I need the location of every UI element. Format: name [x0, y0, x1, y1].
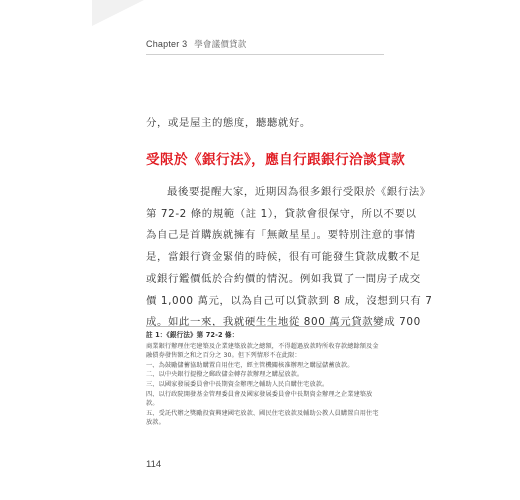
body-paragraph-2	[146, 182, 433, 334]
chapter-label: Chapter 3	[146, 39, 188, 49]
footnote-item: 五、受託代辦之獎勵投資興建國宅放款、國民住宅放款及輔助公教人員購置自用住宅放款。	[146, 409, 379, 427]
chapter-title: 學會議價貸款	[194, 40, 247, 50]
paragraph-line: 成。如此一來，我就硬生生地從 800 萬元貸款變成 700	[146, 316, 421, 329]
paragraph-line: 最後要提醒大家，近期因為很多銀行受限於《銀行法》	[167, 186, 431, 198]
page-corner-decoration	[92, 0, 144, 26]
paragraph-line: 第 72-2 條的規範（註 1），貸款會很保守，所以不要以	[146, 207, 417, 220]
footnote-title: 註 1：《銀行法》第 72-2 條：	[146, 331, 239, 339]
footnote-item: 四、以行政院開發基金管理委員會及國家發展委員會中長期資金辦理之企業建築放款。	[146, 390, 373, 408]
section-heading: 受限於《銀行法》，應自行跟銀行洽談貸款	[146, 152, 406, 168]
page-number: 114	[146, 459, 162, 470]
footnote-intro: 商業銀行辦理住宅建築及企業建築放款之總額，不得超過放款時所收存款總餘額及金融債券發售額之和之百分之 30。但下列情形不在此限：	[146, 342, 379, 360]
footnote-divider	[146, 326, 382, 327]
footnote-item: 三、以國家發展委員會中長期資金辦理之輔助人民自購住宅放款。	[146, 380, 329, 388]
paragraph-line: 為自己是首購族就擁有「無敵星星」。要特別注意的事情	[146, 229, 416, 242]
paragraph-line: 是，當銀行資金緊俏的時候，很有可能發生貸款成數不足	[146, 251, 421, 264]
running-header	[146, 38, 384, 55]
footnote	[146, 331, 382, 428]
footnote-item: 一、為鼓勵儲蓄協助購置自用住宅，經主管機關核准辦理之購屋儲蓄放款。	[146, 361, 354, 369]
footnote-item: 二、以中央銀行提撥之郵政儲金轉存款辦理之購屋放款。	[146, 371, 304, 379]
body-paragraph-1: 分，或是屋主的態度，聽聽就好。	[146, 117, 311, 129]
paragraph-line: 價 1,000 萬元，以為自己可以貸款到 8 成，沒想到只有 7	[146, 294, 433, 307]
paragraph-line: 或銀行鑑價低於合約價的情況。例如我買了一間房子成交	[146, 272, 421, 285]
